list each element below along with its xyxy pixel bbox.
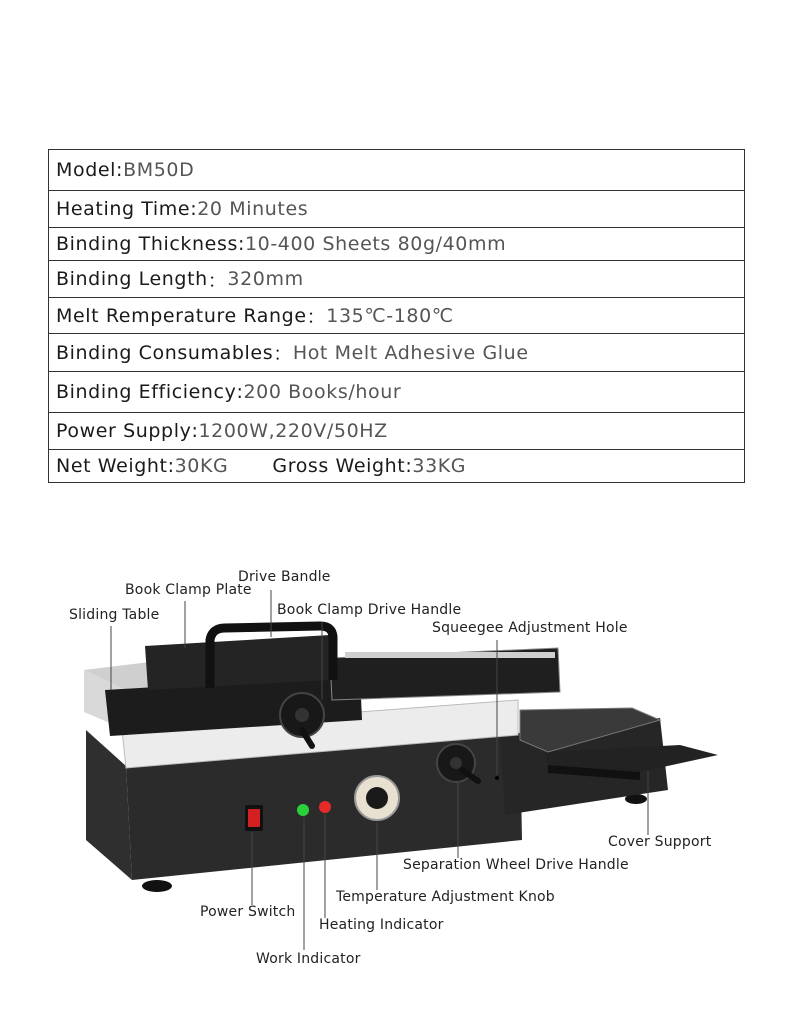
heating-indicator-led [319,801,331,813]
power-switch-rocker [248,809,260,827]
spec-label: Binding Consumables [56,341,274,364]
spec-row-model [49,150,744,191]
spec-table [48,149,745,483]
machine-foot [142,880,172,892]
spec-row-binding-consumables [49,334,744,372]
spec-label: Binding Thickness [56,233,238,255]
spec-label: Binding Efficiency [56,381,237,403]
net-weight-value: 30KG [174,455,229,477]
spec-value: Hot Melt Adhesive Glue [292,341,529,364]
callout-work-indicator: Work Indicator [256,951,361,967]
temperature-knob [366,787,388,809]
spec-label: Power Supply [56,420,192,442]
spec-sep: : [191,420,199,442]
spec-sep: ： [273,343,293,365]
spec-label: Binding Length [56,268,208,290]
machine-diagram [0,540,790,1010]
spec-sep: ： [207,269,228,292]
callout-sliding-table: Sliding Table [69,607,160,623]
spec-label: Melt Remperature Range [56,304,307,327]
gross-weight-sep: : [405,455,413,477]
spec-row-binding-efficiency [49,372,744,413]
spec-value: 200 Books/hour [243,381,402,403]
spec-row-weight [49,450,744,482]
callout-separation-wheel: Separation Wheel Drive Handle [403,857,629,873]
callout-book-clamp-plate: Book Clamp Plate [125,582,252,598]
callout-heating-indicator: Heating Indicator [319,917,444,933]
spec-row-power-supply [49,413,744,450]
spec-value: BM50D [123,159,195,181]
callout-drive-handle: Drive Bandle [238,569,331,585]
spec-sep: ： [306,306,327,328]
spec-row-binding-length [49,261,744,298]
spec-value: 1200W,220V/50HZ [198,420,388,442]
spec-label: Model [56,159,117,181]
spec-row-melt-temperature [49,298,744,334]
net-weight-label: Net Weight [56,455,168,477]
callout-power-switch: Power Switch [200,904,296,920]
spec-value: 320mm [227,268,304,290]
work-indicator-led [297,804,309,816]
gross-weight-value: 33KG [412,455,467,477]
rail-bar [345,652,555,658]
callout-cover-support: Cover Support [608,834,712,850]
binding-machine [84,626,718,892]
callout-squeegee-hole: Squeegee Adjustment Hole [432,620,628,636]
callout-book-clamp-drive-handle: Book Clamp Drive Handle [277,602,462,618]
spec-sep: : [116,159,124,181]
clamp-knob-center [295,708,309,722]
gross-weight-label: Gross Weight [272,455,406,477]
spec-value: 10-400 Sheets 80g/40mm [244,233,507,255]
spec-sep: : [237,233,245,255]
net-weight-sep: : [167,455,175,477]
spec-row-heating-time [49,191,744,228]
spec-value: 135℃-180℃ [326,304,454,327]
spec-sep: : [190,198,198,220]
spec-label: Heating Time [56,198,191,220]
spec-sep: : [236,381,244,403]
squeegee-hole [495,776,499,780]
separation-knob-center [450,757,462,769]
spec-row-binding-thickness [49,228,744,261]
callout-temperature-knob: Temperature Adjustment Knob [336,889,555,905]
spec-value: 20 Minutes [197,198,309,220]
